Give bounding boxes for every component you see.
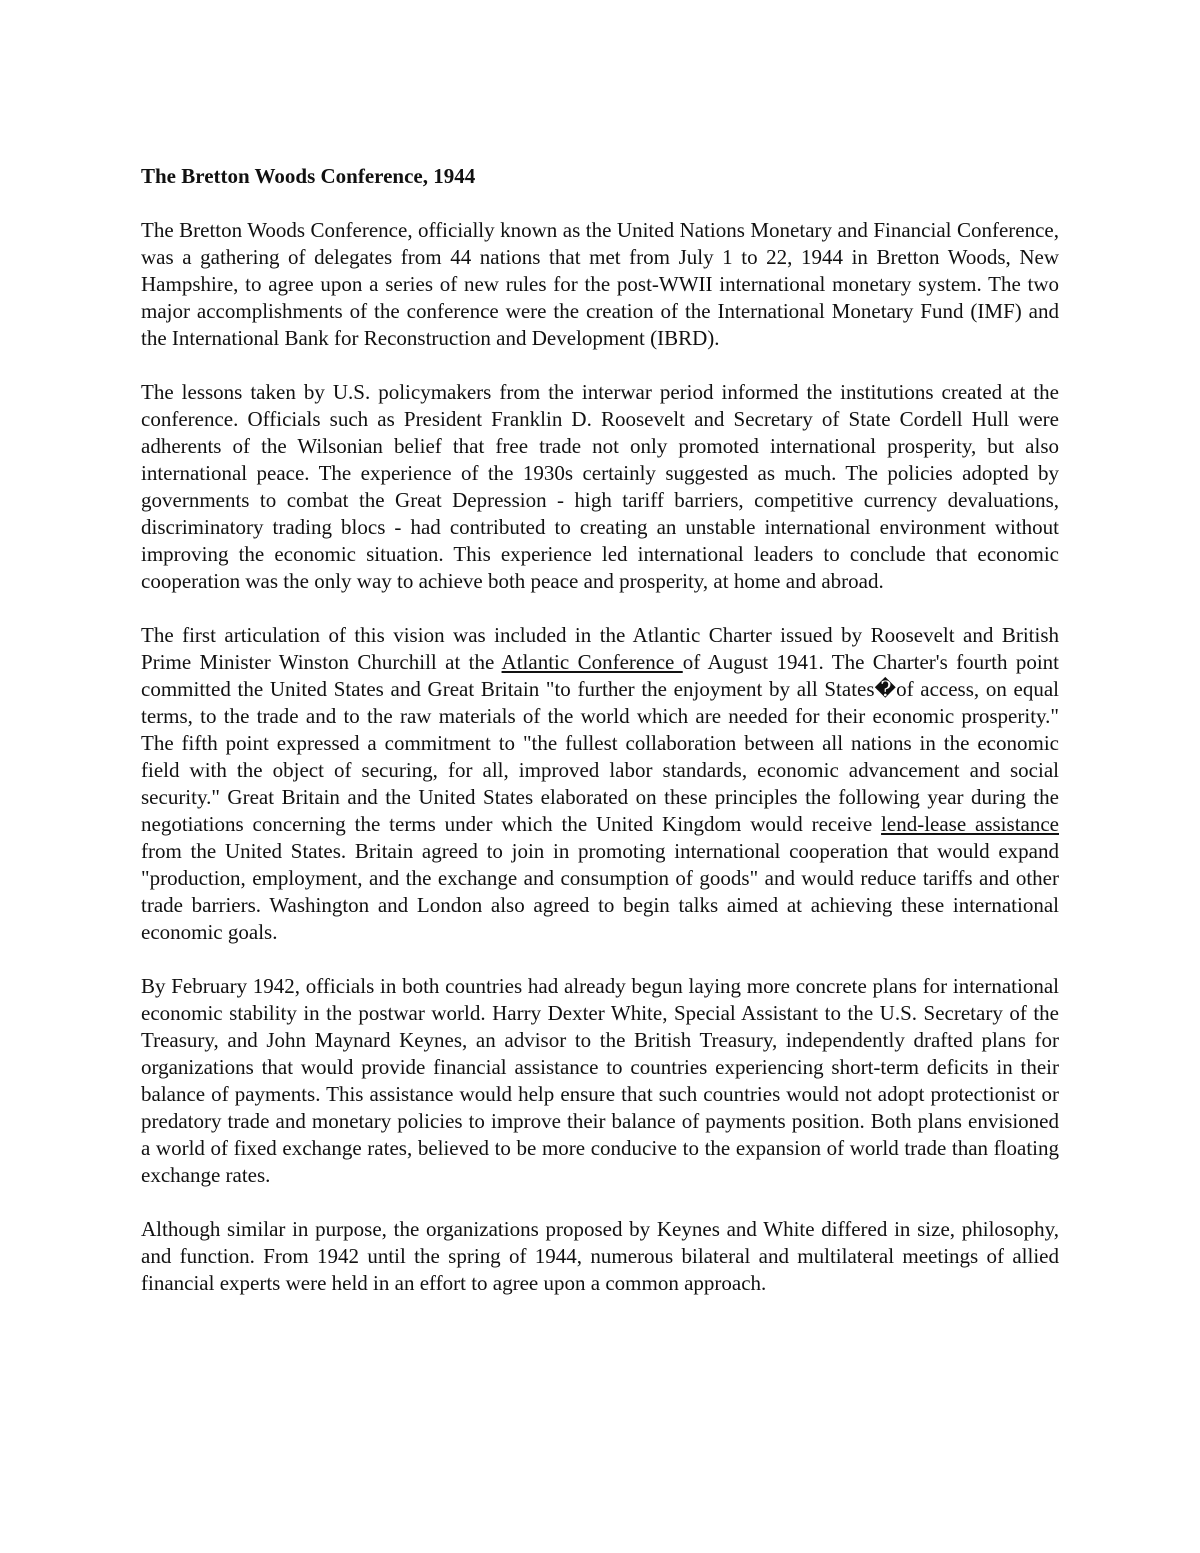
paragraph-3-text-c: from the United States. Britain agreed to join in promoting international cooperation that would expand "production, employment, and the exchange and consumption of goods" and would reduce tariffs and other trade barriers. Washington and London also agreed to begin talks aimed at achieving these international economic goals.: [141, 839, 1059, 944]
lend-lease-assistance-link[interactable]: lend-lease assistance: [881, 812, 1059, 836]
paragraph-2: The lessons taken by U.S. policymakers from the interwar period informed the institutions created at the conference. Officials such as President Franklin D. Roosevelt and Secretary of State Cordell Hull were adherents of the Wilsonian belief that free trade not only promoted international prosperity, but also international peace. The experience of the 1930s certainly suggested as much. The policies adopted by governments to combat the Great Depression - high tariff barriers, competitive currency devaluations, discriminatory trading blocs - had contributed to creating an unstable international environment without improving the economic situation. This experience led international leaders to conclude that economic cooperation was the only way to achieve both peace and prosperity, at home and abroad.: [141, 380, 1059, 593]
paragraph-3-text-a: The first articulation of this vision was included in the Atlantic Charter issued by Roosevelt and British Prime Minister Winston Churchill at the: [141, 623, 1059, 674]
paragraph-3: [141, 622, 1059, 946]
paragraph-5: Although similar in purpose, the organizations proposed by Keynes and White differed in size, philosophy, and function. From 1942 until the spring of 1944, numerous bilateral and multilateral meetings of allied financial experts were held in an effort to agree upon a common approach.: [141, 1217, 1059, 1295]
paragraph-4: By February 1942, officials in both countries had already begun laying more concrete plans for international economic stability in the postwar world. Harry Dexter White, Special Assistant to the U.S. Secretary of the Treasury, and John Maynard Keynes, an advisor to the British Treasury, independently drafted plans for organizations that would provide financial assistance to countries experiencing short-term deficits in their balance of payments. This assistance would help ensure that such countries would not adopt protectionist or predatory trade and monetary policies to improve their balance of payments position. Both plans envisioned a world of fixed exchange rates, believed to be more conducive to the expansion of world trade than floating exchange rates.: [141, 974, 1059, 1187]
atlantic-conference-link[interactable]: Atlantic Conference: [501, 650, 683, 674]
document-title: The Bretton Woods Conference, 1944: [141, 164, 476, 188]
paragraph-3-text-b: of August 1941. The Charter's fourth point committed the United States and Great Britain "to further the enjoyment by all States�of access, on equal terms, to the trade and to the raw materials of the world which are needed for their economic prosperity." The fifth point expressed a commitment to "the fullest collaboration between all nations in the economic field with the object of securing, for all, improved labor standards, economic advancement and social security." Great Britain and the United States elaborated on these principles the following year during the negotiations concerning the terms under which the United Kingdom would receive: [141, 650, 1059, 836]
document-page: [141, 163, 1059, 1297]
paragraph-1: The Bretton Woods Conference, officially known as the United Nations Monetary and Financial Conference, was a gathering of delegates from 44 nations that met from July 1 to 22, 1944 in Bretton Woods, New Hampshire, to agree upon a series of new rules for the post-WWII international monetary system. The two major accomplishments of the conference were the creation of the International Monetary Fund (IMF) and the International Bank for Reconstruction and Development (IBRD).: [141, 218, 1059, 350]
